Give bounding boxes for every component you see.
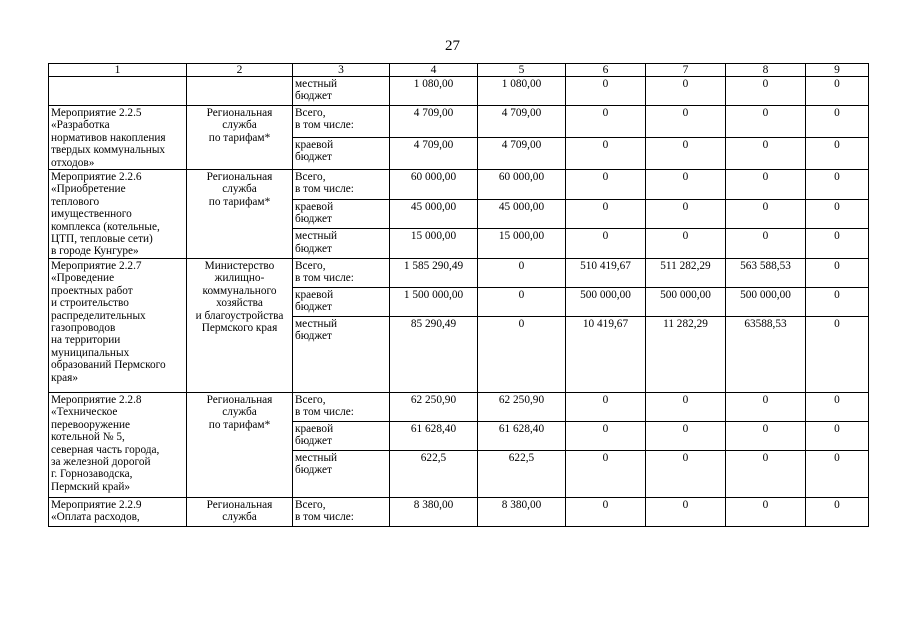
table-row — [49, 77, 869, 106]
page-number: 27 — [445, 38, 460, 54]
value-cell-col5: 61 628,40 — [478, 421, 566, 450]
value-cell-col9: 0 — [806, 199, 869, 229]
value-cell-col6: 0 — [566, 77, 646, 106]
value-cell-col9: 0 — [806, 77, 869, 106]
funding-source-cell: местный бюджет — [293, 316, 390, 392]
total-value-cell: 4 709,00 — [390, 106, 478, 138]
value-cell-col7: 0 — [646, 106, 726, 138]
value-cell-col5: 15 000,00 — [478, 229, 566, 259]
table-body — [49, 64, 869, 527]
value-cell-col6: 510 419,67 — [566, 258, 646, 287]
table-row — [49, 392, 869, 421]
total-value-cell: 1 500 000,00 — [390, 287, 478, 316]
column-number-row — [49, 64, 869, 77]
value-cell-col7: 0 — [646, 77, 726, 106]
value-cell-col8: 0 — [726, 77, 806, 106]
total-value-cell: 1 585 290,49 — [390, 258, 478, 287]
value-cell-col8: 0 — [726, 138, 806, 170]
measure-cell — [49, 77, 187, 106]
value-cell-col5: 0 — [478, 316, 566, 392]
funding-source-cell: краевой бюджет — [293, 421, 390, 450]
value-cell-col6: 0 — [566, 199, 646, 229]
value-cell-col8: 0 — [726, 392, 806, 421]
responsible-cell: Региональная служба по тарифам* — [187, 392, 293, 497]
funding-source-cell: Всего, в том числе: — [293, 170, 390, 200]
column-number: 5 — [478, 64, 566, 77]
value-cell-col7: 0 — [646, 199, 726, 229]
column-number: 4 — [390, 64, 478, 77]
value-cell-col6: 0 — [566, 229, 646, 259]
total-value-cell: 4 709,00 — [390, 138, 478, 170]
value-cell-col5: 60 000,00 — [478, 170, 566, 200]
total-value-cell: 85 290,49 — [390, 316, 478, 392]
table-row — [49, 106, 869, 138]
total-value-cell: 60 000,00 — [390, 170, 478, 200]
value-cell-col6: 0 — [566, 106, 646, 138]
value-cell-col8: 0 — [726, 421, 806, 450]
funding-source-cell: Всего, в том числе: — [293, 106, 390, 138]
measure-cell: Мероприятие 2.2.6 «Приобретение теплового имущественного комплекса (котельные, ЦТП, тепловые сети) в городе Кунгуре» — [49, 170, 187, 259]
total-value-cell: 15 000,00 — [390, 229, 478, 259]
value-cell-col5: 622,5 — [478, 450, 566, 497]
funding-source-cell: краевой бюджет — [293, 138, 390, 170]
value-cell-col9: 0 — [806, 229, 869, 259]
table-row — [49, 258, 869, 287]
value-cell-col7: 0 — [646, 497, 726, 526]
budget-table — [48, 63, 869, 527]
value-cell-col7: 0 — [646, 450, 726, 497]
value-cell-col5: 4 709,00 — [478, 138, 566, 170]
value-cell-col7: 511 282,29 — [646, 258, 726, 287]
measure-cell: Мероприятие 2.2.7 «Проведение проектных работ и строительство распределительных газопроводов на территории муниципальных образований Пермского края» — [49, 258, 187, 392]
column-number: 7 — [646, 64, 726, 77]
value-cell-col9: 0 — [806, 392, 869, 421]
value-cell-col9: 0 — [806, 497, 869, 526]
value-cell-col6: 10 419,67 — [566, 316, 646, 392]
measure-cell: Мероприятие 2.2.8 «Техническое перевооружение котельной № 5, северная часть города, за железной дорогой г. Горнозаводска, Пермский край» — [49, 392, 187, 497]
value-cell-col9: 0 — [806, 258, 869, 287]
total-value-cell: 622,5 — [390, 450, 478, 497]
total-value-cell: 1 080,00 — [390, 77, 478, 106]
value-cell-col5: 0 — [478, 258, 566, 287]
table-row — [49, 170, 869, 200]
total-value-cell: 45 000,00 — [390, 199, 478, 229]
value-cell-col6: 0 — [566, 497, 646, 526]
column-number: 6 — [566, 64, 646, 77]
measure-cell: Мероприятие 2.2.9 «Оплата расходов, — [49, 497, 187, 526]
responsible-cell: Региональная служба по тарифам* — [187, 106, 293, 170]
value-cell-col8: 563 588,53 — [726, 258, 806, 287]
value-cell-col9: 0 — [806, 421, 869, 450]
value-cell-col5: 4 709,00 — [478, 106, 566, 138]
total-value-cell: 61 628,40 — [390, 421, 478, 450]
funding-source-cell: Всего, в том числе: — [293, 497, 390, 526]
funding-source-cell: местный бюджет — [293, 229, 390, 259]
value-cell-col8: 500 000,00 — [726, 287, 806, 316]
column-number: 1 — [49, 64, 187, 77]
value-cell-col7: 500 000,00 — [646, 287, 726, 316]
column-number: 2 — [187, 64, 293, 77]
value-cell-col7: 0 — [646, 138, 726, 170]
value-cell-col9: 0 — [806, 287, 869, 316]
column-number: 8 — [726, 64, 806, 77]
responsible-cell: Министерство жилищно- коммунального хозяйства и благоустройства Пермского края — [187, 258, 293, 392]
value-cell-col8: 0 — [726, 199, 806, 229]
measure-cell: Мероприятие 2.2.5 «Разработка нормативов накопления твердых коммунальных отходов» — [49, 106, 187, 170]
value-cell-col8: 0 — [726, 106, 806, 138]
column-number: 9 — [806, 64, 869, 77]
value-cell-col7: 0 — [646, 229, 726, 259]
value-cell-col8: 0 — [726, 497, 806, 526]
responsible-cell: Региональная служба по тарифам* — [187, 170, 293, 259]
value-cell-col7: 0 — [646, 170, 726, 200]
value-cell-col8: 63588,53 — [726, 316, 806, 392]
funding-source-cell: краевой бюджет — [293, 199, 390, 229]
value-cell-col9: 0 — [806, 316, 869, 392]
value-cell-col6: 0 — [566, 392, 646, 421]
funding-source-cell: местный бюджет — [293, 77, 390, 106]
value-cell-col5: 8 380,00 — [478, 497, 566, 526]
value-cell-col9: 0 — [806, 106, 869, 138]
value-cell-col9: 0 — [806, 138, 869, 170]
total-value-cell: 8 380,00 — [390, 497, 478, 526]
value-cell-col6: 0 — [566, 138, 646, 170]
value-cell-col7: 11 282,29 — [646, 316, 726, 392]
value-cell-col6: 0 — [566, 450, 646, 497]
total-value-cell: 62 250,90 — [390, 392, 478, 421]
funding-source-cell: местный бюджет — [293, 450, 390, 497]
value-cell-col8: 0 — [726, 229, 806, 259]
value-cell-col5: 45 000,00 — [478, 199, 566, 229]
value-cell-col6: 0 — [566, 170, 646, 200]
value-cell-col8: 0 — [726, 450, 806, 497]
value-cell-col7: 0 — [646, 421, 726, 450]
table-row — [49, 497, 869, 526]
value-cell-col5: 0 — [478, 287, 566, 316]
value-cell-col9: 0 — [806, 170, 869, 200]
value-cell-col5: 1 080,00 — [478, 77, 566, 106]
value-cell-col6: 0 — [566, 421, 646, 450]
funding-source-cell: краевой бюджет — [293, 287, 390, 316]
funding-source-cell: Всего, в том числе: — [293, 392, 390, 421]
column-number: 3 — [293, 64, 390, 77]
value-cell-col7: 0 — [646, 392, 726, 421]
funding-source-cell: Всего, в том числе: — [293, 258, 390, 287]
value-cell-col8: 0 — [726, 170, 806, 200]
responsible-cell: Региональная служба — [187, 497, 293, 526]
value-cell-col5: 62 250,90 — [478, 392, 566, 421]
value-cell-col6: 500 000,00 — [566, 287, 646, 316]
value-cell-col9: 0 — [806, 450, 869, 497]
responsible-cell — [187, 77, 293, 106]
